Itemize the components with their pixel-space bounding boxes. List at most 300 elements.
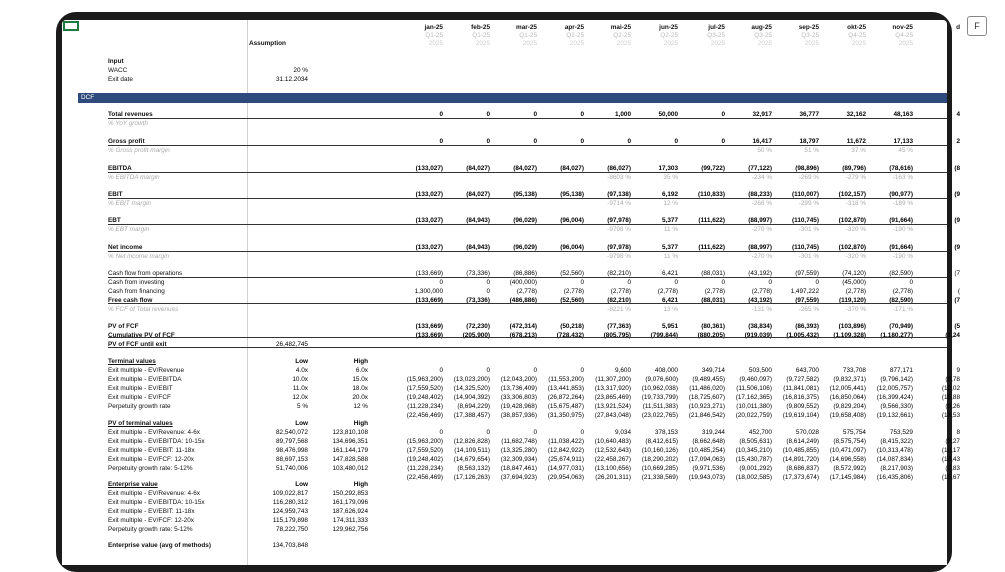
value-cell[interactable]: 5,377 xyxy=(662,244,678,251)
value-cell[interactable]: (11,511,383) xyxy=(642,403,678,410)
value-cell[interactable]: (9,076,600) xyxy=(645,376,678,383)
value-cell[interactable]: (9,26 xyxy=(945,403,960,410)
value-cell[interactable]: (14,325,520) xyxy=(453,385,490,392)
value-cell[interactable]: 0 xyxy=(533,429,537,436)
value-cell[interactable]: (8,27 xyxy=(945,438,960,445)
value-cell[interactable]: 0 xyxy=(486,429,490,436)
value-cell[interactable]: 0 xyxy=(580,279,584,286)
assumption-value[interactable]: 26,482,745 xyxy=(276,341,308,348)
value-cell[interactable]: (13,100,656) xyxy=(594,465,631,472)
value-cell[interactable]: (9,796,142) xyxy=(880,376,913,383)
value-cell[interactable]: (11,486,020) xyxy=(689,385,725,392)
value-cell[interactable]: 0 xyxy=(721,111,725,118)
low-value[interactable]: Low xyxy=(295,481,308,488)
exit-date-value[interactable]: 31.12.2034 xyxy=(276,76,308,83)
value-cell[interactable]: (2,778) xyxy=(845,288,866,295)
value-cell[interactable]: (88,997) xyxy=(748,217,772,224)
value-cell[interactable]: (9,489,455) xyxy=(692,376,725,383)
value-cell[interactable]: (95,138) xyxy=(560,191,584,198)
value-cell[interactable]: (91,664) xyxy=(889,244,913,251)
value-cell[interactable]: (16,850,064) xyxy=(829,394,866,401)
value-cell[interactable]: (97,138) xyxy=(607,191,631,198)
value-cell[interactable]: 0 xyxy=(439,111,443,118)
value-cell[interactable]: (10,345,210) xyxy=(735,447,772,454)
low-value[interactable]: 98,476,998 xyxy=(276,447,308,454)
value-cell[interactable]: -171 % xyxy=(892,306,913,313)
value-cell[interactable]: 48,163 xyxy=(893,111,913,118)
high-value[interactable]: 6.0x xyxy=(355,367,368,374)
value-cell[interactable]: (11,228,234) xyxy=(407,403,443,410)
value-cell[interactable]: (15,675,487) xyxy=(547,403,584,410)
value-cell[interactable]: (919,039) xyxy=(744,332,772,339)
value-cell[interactable]: (14,904,392) xyxy=(453,394,490,401)
value-cell[interactable]: (16,399,424) xyxy=(876,394,913,401)
value-cell[interactable]: (19,132,661) xyxy=(876,412,913,419)
value-cell[interactable]: -131 % xyxy=(751,306,772,313)
value-cell[interactable]: (8,662,648) xyxy=(692,438,725,445)
value-cell[interactable]: (20,022,759) xyxy=(735,412,772,419)
high-value[interactable]: 15.0x xyxy=(352,376,368,383)
value-cell[interactable]: 50 % xyxy=(757,147,772,154)
value-cell[interactable]: (22,458,267) xyxy=(594,456,631,463)
value-cell[interactable]: (84,027) xyxy=(513,165,537,172)
value-cell[interactable]: (10,485,855) xyxy=(782,447,819,454)
value-cell[interactable]: (73,336) xyxy=(466,270,490,277)
value-cell[interactable]: 9,034 xyxy=(615,429,631,436)
value-cell[interactable]: 0 xyxy=(674,138,678,145)
value-cell[interactable]: 0 xyxy=(580,429,584,436)
value-cell[interactable]: 0 xyxy=(627,138,631,145)
value-cell[interactable]: (9 xyxy=(954,217,960,224)
value-cell[interactable]: (11,038,422) xyxy=(548,438,584,445)
value-cell[interactable]: (400,000) xyxy=(509,279,537,286)
high-value[interactable]: 161,144,179 xyxy=(332,447,368,454)
high-value[interactable]: 129,962,756 xyxy=(332,526,368,533)
value-cell[interactable]: (8,563,132) xyxy=(457,465,490,472)
value-cell[interactable]: (11,307,200) xyxy=(595,376,631,383)
value-cell[interactable]: 36,777 xyxy=(799,111,819,118)
value-cell[interactable]: (10,923,271) xyxy=(688,403,725,410)
high-value[interactable]: 134,696,351 xyxy=(332,438,368,445)
value-cell[interactable]: 349,714 xyxy=(701,367,725,374)
value-cell[interactable]: (14,679,654) xyxy=(453,456,490,463)
value-cell[interactable]: (2,778) xyxy=(704,288,725,295)
value-cell[interactable]: 9 xyxy=(956,367,960,374)
value-cell[interactable]: (95,138) xyxy=(513,191,537,198)
value-cell[interactable]: (98,896) xyxy=(795,165,819,172)
value-cell[interactable]: (102,870) xyxy=(838,244,866,251)
value-cell[interactable]: (9,001,292) xyxy=(739,465,772,472)
value-cell[interactable]: (9 xyxy=(954,244,960,251)
value-cell[interactable]: (880,205) xyxy=(697,332,725,339)
value-cell[interactable]: -370 % xyxy=(845,306,866,313)
value-cell[interactable]: -9798 % xyxy=(607,253,631,260)
value-cell[interactable]: (97,559) xyxy=(795,270,819,277)
value-cell[interactable]: (678,213) xyxy=(509,332,537,339)
value-cell[interactable]: (18,53 xyxy=(941,412,960,419)
value-cell[interactable]: (43,192) xyxy=(748,270,772,277)
value-cell[interactable]: (9,832,371) xyxy=(833,376,866,383)
value-cell[interactable]: (19,248,402) xyxy=(406,394,443,401)
value-cell[interactable]: 733,708 xyxy=(842,367,866,374)
value-cell[interactable]: (8,217,903) xyxy=(880,465,913,472)
value-cell[interactable]: -268 % xyxy=(751,200,772,207)
value-cell[interactable]: 5,377 xyxy=(662,217,678,224)
low-value[interactable]: 4.0x xyxy=(295,367,308,374)
value-cell[interactable]: (82,210) xyxy=(607,270,631,277)
value-cell[interactable]: 9,600 xyxy=(615,367,631,374)
value-cell[interactable]: (8 xyxy=(954,165,960,172)
value-cell[interactable]: -189 % xyxy=(892,200,913,207)
low-value[interactable]: 10.0x xyxy=(292,376,308,383)
value-cell[interactable]: 0 xyxy=(768,279,772,286)
value-cell[interactable]: (18,002,585) xyxy=(735,474,772,481)
low-value[interactable]: 89,797,568 xyxy=(276,438,308,445)
high-value[interactable]: 18.0x xyxy=(352,385,368,392)
value-cell[interactable]: (2,778) xyxy=(657,288,678,295)
value-cell[interactable]: ( xyxy=(957,288,960,295)
value-cell[interactable]: -270 % xyxy=(751,253,772,260)
value-cell[interactable]: (86,027) xyxy=(607,165,631,172)
spreadsheet-viewport[interactable] xyxy=(62,20,960,565)
value-cell[interactable]: (10,485,254) xyxy=(688,447,725,454)
value-cell[interactable]: (74,120) xyxy=(842,270,866,277)
value-cell[interactable]: (16,435,806) xyxy=(876,474,913,481)
value-cell[interactable]: 2 xyxy=(956,138,960,145)
value-cell[interactable]: 8 xyxy=(956,429,960,436)
value-cell[interactable]: (102,870) xyxy=(838,217,866,224)
value-cell[interactable]: (96,029) xyxy=(513,244,537,251)
value-cell[interactable]: (103,896) xyxy=(838,323,866,330)
value-cell[interactable]: (110,745) xyxy=(791,244,819,251)
value-cell[interactable]: -265 % xyxy=(798,306,819,313)
value-cell[interactable]: -320 % xyxy=(845,226,866,233)
value-cell[interactable]: -279 % xyxy=(845,174,866,181)
value-cell[interactable]: (10,17 xyxy=(941,447,960,454)
value-cell[interactable]: (88,031) xyxy=(701,297,725,304)
value-cell[interactable]: 0 xyxy=(721,279,725,286)
value-cell[interactable]: 0 xyxy=(533,367,537,374)
value-cell[interactable]: 35 % xyxy=(663,174,678,181)
value-cell[interactable]: 0 xyxy=(486,288,490,295)
value-cell[interactable]: 32,917 xyxy=(752,111,772,118)
value-cell[interactable]: (97,978) xyxy=(607,244,631,251)
value-cell[interactable]: (2,778) xyxy=(516,288,537,295)
value-cell[interactable]: (88,997) xyxy=(748,244,772,251)
value-cell[interactable]: (805,795) xyxy=(603,332,631,339)
high-value[interactable]: 187,626,924 xyxy=(332,508,368,515)
value-cell[interactable]: (73,336) xyxy=(466,297,490,304)
value-cell[interactable]: 17,303 xyxy=(658,165,678,172)
value-cell[interactable]: (1,180,277) xyxy=(880,332,913,339)
value-cell[interactable]: -320 % xyxy=(845,253,866,260)
low-value[interactable]: 11.0x xyxy=(292,385,308,392)
value-cell[interactable]: (13,43 xyxy=(941,456,960,463)
value-cell[interactable]: 1,497,222 xyxy=(790,288,819,295)
value-cell[interactable]: 4 xyxy=(956,111,960,118)
value-cell[interactable]: (21,338,569) xyxy=(641,474,678,481)
value-cell[interactable]: 0 xyxy=(580,138,584,145)
value-cell[interactable]: (96,029) xyxy=(513,217,537,224)
value-cell[interactable]: (22,456,469) xyxy=(406,412,443,419)
value-cell[interactable]: 6,192 xyxy=(662,191,678,198)
value-cell[interactable]: 12 % xyxy=(663,200,678,207)
value-cell[interactable]: (472,314) xyxy=(509,323,537,330)
value-cell[interactable]: 753,529 xyxy=(889,429,913,436)
value-cell[interactable]: 378,153 xyxy=(654,429,678,436)
value-cell[interactable]: -234 % xyxy=(751,174,772,181)
value-cell[interactable]: (99,722) xyxy=(701,165,725,172)
value-cell[interactable]: (12,532,643) xyxy=(594,447,631,454)
value-cell[interactable]: (96,004) xyxy=(560,244,584,251)
value-cell[interactable]: (15,430,787) xyxy=(735,456,772,463)
f-button[interactable]: F xyxy=(967,16,987,36)
value-cell[interactable]: 0 xyxy=(580,367,584,374)
assumption-value[interactable]: 134,703,848 xyxy=(272,542,308,549)
value-cell[interactable]: (84,027) xyxy=(466,165,490,172)
value-cell[interactable]: 45 % xyxy=(898,147,913,154)
value-cell[interactable]: (12,842,922) xyxy=(547,447,584,454)
high-value[interactable]: High xyxy=(353,420,368,427)
value-cell[interactable]: (25,674,911) xyxy=(548,456,584,463)
value-cell[interactable]: (14,087,834) xyxy=(876,456,913,463)
value-cell[interactable]: (19,733,799) xyxy=(641,394,678,401)
value-cell[interactable]: (97,559) xyxy=(795,297,819,304)
value-cell[interactable]: (21,846,542) xyxy=(688,412,725,419)
value-cell[interactable]: (13,441,853) xyxy=(547,385,584,392)
value-cell[interactable]: (110,745) xyxy=(791,217,819,224)
value-cell[interactable]: 0 xyxy=(627,279,631,286)
value-cell[interactable]: (9,727,582) xyxy=(786,376,819,383)
value-cell[interactable]: (2,778) xyxy=(751,288,772,295)
value-cell[interactable]: (8,694,229) xyxy=(457,403,490,410)
value-cell[interactable]: (88,233) xyxy=(748,191,772,198)
value-cell[interactable]: (17,559,520) xyxy=(406,447,443,454)
value-cell[interactable]: 5,951 xyxy=(662,323,678,330)
value-cell[interactable]: 13 % xyxy=(663,306,678,313)
value-cell[interactable]: (43,192) xyxy=(748,297,772,304)
low-value[interactable]: 51,740,006 xyxy=(276,465,308,472)
value-cell[interactable]: (9,829,204) xyxy=(833,403,866,410)
value-cell[interactable]: (32,309,934) xyxy=(500,456,537,463)
value-cell[interactable]: (8,505,631) xyxy=(739,438,772,445)
value-cell[interactable]: (133,669) xyxy=(415,270,443,277)
value-cell[interactable]: 877,171 xyxy=(889,367,913,374)
low-value[interactable]: 5 % xyxy=(296,403,308,410)
value-cell[interactable]: 643,700 xyxy=(795,367,819,374)
low-value[interactable]: Low xyxy=(295,420,308,427)
value-cell[interactable]: (13,325,280) xyxy=(500,447,537,454)
value-cell[interactable]: (11,228,234) xyxy=(407,465,443,472)
high-value[interactable]: 123,810,108 xyxy=(332,429,368,436)
value-cell[interactable]: 0 xyxy=(721,138,725,145)
value-cell[interactable]: (133,669) xyxy=(415,332,443,339)
high-value[interactable]: 174,311,333 xyxy=(332,517,368,524)
value-cell[interactable]: (11,682,748) xyxy=(501,438,537,445)
value-cell[interactable]: (90,977) xyxy=(889,191,913,198)
value-cell[interactable]: 0 xyxy=(909,279,913,286)
value-cell[interactable]: (78,616) xyxy=(889,165,913,172)
value-cell[interactable]: 0 xyxy=(815,279,819,286)
value-cell[interactable]: (11,553,200) xyxy=(548,376,584,383)
value-cell[interactable]: -301 % xyxy=(798,253,819,260)
value-cell[interactable]: (111,622) xyxy=(698,217,725,224)
value-cell[interactable]: (19,619,104) xyxy=(782,412,819,419)
value-cell[interactable]: (7,83 xyxy=(945,465,960,472)
low-value[interactable]: 124,959,743 xyxy=(272,508,308,515)
high-value[interactable]: 12 % xyxy=(353,403,368,410)
value-cell[interactable]: 50,000 xyxy=(658,111,678,118)
value-cell[interactable]: (9,78 xyxy=(945,376,960,383)
value-cell[interactable]: (133,669) xyxy=(415,323,443,330)
value-cell[interactable]: (10,471,097) xyxy=(829,447,866,454)
value-cell[interactable]: 575,754 xyxy=(842,429,866,436)
value-cell[interactable]: (18,290,202) xyxy=(641,456,678,463)
value-cell[interactable]: (86,886) xyxy=(513,270,537,277)
value-cell[interactable]: (17,388,457) xyxy=(453,412,490,419)
value-cell[interactable]: -299 % xyxy=(798,200,819,207)
value-cell[interactable]: -9714 % xyxy=(607,200,631,207)
value-cell[interactable]: (82,590) xyxy=(889,270,913,277)
value-cell[interactable]: 1,000 xyxy=(615,111,631,118)
value-cell[interactable]: (50,218) xyxy=(560,323,584,330)
value-cell[interactable]: (82,210) xyxy=(607,297,631,304)
value-cell[interactable]: (110,007) xyxy=(791,191,819,198)
value-cell[interactable]: (133,027) xyxy=(415,191,443,198)
high-value[interactable]: 103,480,012 xyxy=(332,465,368,472)
value-cell[interactable]: (12,005,441) xyxy=(829,385,866,392)
value-cell[interactable]: (10,160,126) xyxy=(641,447,678,454)
value-cell[interactable]: (97,978) xyxy=(607,217,631,224)
value-cell[interactable]: 0 xyxy=(439,429,443,436)
value-cell[interactable]: 0 xyxy=(486,138,490,145)
high-value[interactable]: High xyxy=(353,481,368,488)
value-cell[interactable]: (12,826,828) xyxy=(453,438,490,445)
value-cell[interactable]: (110,833) xyxy=(697,191,725,198)
value-cell[interactable]: (29,954,063) xyxy=(547,474,584,481)
value-cell[interactable]: -190 % xyxy=(892,226,913,233)
value-cell[interactable]: (8,412,615) xyxy=(645,438,678,445)
high-value[interactable]: 20.0x xyxy=(352,394,368,401)
value-cell[interactable]: 32,162 xyxy=(846,111,866,118)
value-cell[interactable]: (10,640,483) xyxy=(594,438,631,445)
value-cell[interactable]: (33,306,803) xyxy=(500,394,537,401)
value-cell[interactable]: 0 xyxy=(439,279,443,286)
value-cell[interactable]: 0 xyxy=(533,111,537,118)
value-cell[interactable]: (14,109,511) xyxy=(454,447,490,454)
wacc-value[interactable]: 20 % xyxy=(293,67,308,74)
value-cell[interactable]: -190 % xyxy=(892,253,913,260)
value-cell[interactable]: (77,122) xyxy=(748,165,772,172)
value-cell[interactable]: 0 xyxy=(439,367,443,374)
value-cell[interactable]: (9,971,536) xyxy=(692,465,725,472)
value-cell[interactable]: -318 % xyxy=(845,200,866,207)
value-cell[interactable]: (37,694,923) xyxy=(500,474,537,481)
value-cell[interactable]: (86,393) xyxy=(795,323,819,330)
value-cell[interactable]: (9,460,097) xyxy=(739,376,772,383)
value-cell[interactable]: (18,847,461) xyxy=(500,465,537,472)
value-cell[interactable]: (10,313,478) xyxy=(876,447,913,454)
value-cell[interactable]: (111,622) xyxy=(698,244,725,251)
value-cell[interactable]: (12,02 xyxy=(941,385,960,392)
value-cell[interactable]: 1,300,000 xyxy=(414,288,443,295)
low-value[interactable]: 88,697,153 xyxy=(276,456,308,463)
high-value[interactable]: 150,292,853 xyxy=(332,490,368,497)
value-cell[interactable]: 570,028 xyxy=(795,429,819,436)
value-cell[interactable]: (26,201,311) xyxy=(595,474,631,481)
value-cell[interactable]: (18,725,607) xyxy=(688,394,725,401)
low-value[interactable]: 78,222,750 xyxy=(276,526,308,533)
value-cell[interactable]: -163 % xyxy=(892,174,913,181)
value-cell[interactable]: -8221 % xyxy=(607,306,631,313)
high-value[interactable]: 161,179,096 xyxy=(332,499,368,506)
value-cell[interactable]: 6,421 xyxy=(662,270,678,277)
value-cell[interactable]: (13,736,409) xyxy=(500,385,537,392)
low-value[interactable]: 115,179,898 xyxy=(272,517,308,524)
value-cell[interactable]: 0 xyxy=(580,111,584,118)
value-cell[interactable]: (17,162,365) xyxy=(735,394,772,401)
value-cell[interactable]: (728,432) xyxy=(556,332,584,339)
value-cell[interactable]: (7 xyxy=(954,270,960,277)
value-cell[interactable]: 16,417 xyxy=(752,138,772,145)
value-cell[interactable]: (15,67 xyxy=(941,474,960,481)
value-cell[interactable]: (5 xyxy=(954,323,960,330)
value-cell[interactable]: (102,157) xyxy=(838,191,866,198)
value-cell[interactable]: (13,921,524) xyxy=(594,403,631,410)
value-cell[interactable]: (119,120) xyxy=(838,297,866,304)
value-cell[interactable]: (2,778) xyxy=(610,288,631,295)
value-cell[interactable]: 6,421 xyxy=(662,297,678,304)
low-value[interactable]: 82,540,072 xyxy=(276,429,308,436)
value-cell[interactable]: 408,000 xyxy=(654,367,678,374)
value-cell[interactable]: 11,672 xyxy=(846,138,866,145)
high-value[interactable]: High xyxy=(353,358,368,365)
value-cell[interactable]: -269 % xyxy=(798,174,819,181)
value-cell[interactable]: (14,891,720) xyxy=(782,456,819,463)
value-cell[interactable]: (38,857,936) xyxy=(500,412,537,419)
value-cell[interactable]: (486,886) xyxy=(509,297,537,304)
value-cell[interactable]: 0 xyxy=(439,138,443,145)
value-cell[interactable]: (10,669,285) xyxy=(641,465,678,472)
value-cell[interactable]: 503,500 xyxy=(748,367,772,374)
value-cell[interactable]: (12,043,200) xyxy=(500,376,537,383)
value-cell[interactable]: (14,696,558) xyxy=(829,456,866,463)
value-cell[interactable]: 11 % xyxy=(663,226,678,233)
value-cell[interactable]: 0 xyxy=(486,111,490,118)
value-cell[interactable]: (11,506,106) xyxy=(736,385,772,392)
value-cell[interactable]: (15,88 xyxy=(941,394,960,401)
value-cell[interactable]: 0 xyxy=(674,279,678,286)
low-value[interactable]: 12.0x xyxy=(292,394,308,401)
value-cell[interactable]: (23,865,469) xyxy=(594,394,631,401)
value-cell[interactable]: (45,000) xyxy=(842,279,866,286)
value-cell[interactable]: (133,027) xyxy=(415,244,443,251)
value-cell[interactable]: (88,031) xyxy=(701,270,725,277)
value-cell[interactable]: (77,363) xyxy=(607,323,631,330)
value-cell[interactable]: (91,664) xyxy=(889,217,913,224)
value-cell[interactable]: (89,796) xyxy=(842,165,866,172)
value-cell[interactable]: (13,317,920) xyxy=(594,385,631,392)
value-cell[interactable]: (84,027) xyxy=(560,165,584,172)
value-cell[interactable]: -270 % xyxy=(751,226,772,233)
low-value[interactable]: Low xyxy=(295,358,308,365)
value-cell[interactable]: 37 % xyxy=(851,147,866,154)
value-cell[interactable]: -8603 % xyxy=(607,174,631,181)
value-cell[interactable]: (52,560) xyxy=(560,270,584,277)
value-cell[interactable]: 51 % xyxy=(804,147,819,154)
value-cell[interactable]: (11,841,081) xyxy=(783,385,819,392)
selected-cell[interactable] xyxy=(63,21,79,31)
